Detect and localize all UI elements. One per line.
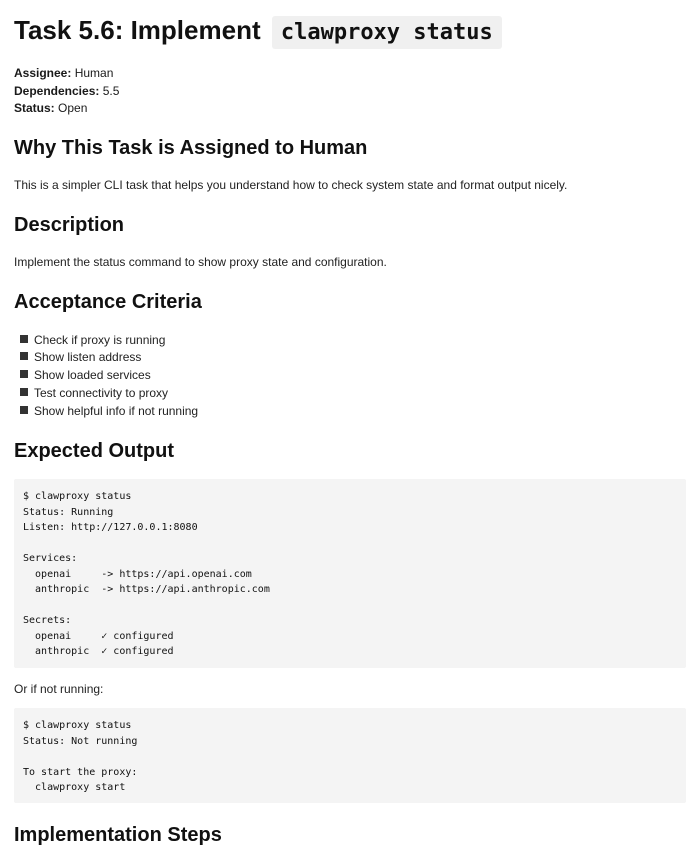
- criteria-text: Show listen address: [34, 350, 142, 364]
- page-title: [14, 12, 502, 51]
- why-heading: Why This Task is Assigned to Human: [14, 137, 368, 159]
- why-body: This is a simpler CLI task that helps you understand how to check system state and format output nicely.: [14, 178, 568, 192]
- checkbox-icon: [20, 406, 28, 414]
- criteria-text: Show loaded services: [34, 368, 151, 382]
- not-running-intro: Or if not running:: [14, 682, 104, 696]
- code-block-running: $ clawproxy status Status: Running Listen: http://127.0.0.1:8080 Services: openai -> https://api.openai.com anthropic -> https://api.anthropic.com Secrets: openai ✓ configured anthropic ✓ configured: [14, 479, 686, 668]
- status-row: [14, 101, 87, 115]
- dependencies-value: 5.5: [102, 84, 120, 98]
- status-label: Status:: [14, 101, 55, 115]
- checkbox-icon: [20, 352, 28, 360]
- title-text: Task 5.6: Implement: [14, 15, 261, 45]
- title-code: clawproxy status: [272, 16, 502, 49]
- criteria-item: [20, 368, 151, 382]
- implementation-heading: Implementation Steps: [14, 824, 222, 846]
- criteria-item: [20, 404, 198, 418]
- checkbox-icon: [20, 335, 28, 343]
- dependencies-label: Dependencies:: [14, 84, 100, 98]
- acceptance-heading: Acceptance Criteria: [14, 291, 202, 313]
- criteria-item: [20, 350, 141, 364]
- criteria-item: [20, 333, 165, 347]
- dependencies-row: [14, 84, 119, 98]
- criteria-text: Check if proxy is running: [34, 333, 166, 347]
- assignee-row: [14, 66, 113, 80]
- criteria-text: Test connectivity to proxy: [34, 386, 169, 400]
- description-body: Implement the status command to show proxy state and configuration.: [14, 255, 387, 269]
- description-heading: Description: [14, 214, 125, 236]
- code-block-not-running: $ clawproxy status Status: Not running To start the proxy: clawproxy start: [14, 708, 686, 803]
- criteria-item: [20, 386, 168, 400]
- checkbox-icon: [20, 388, 28, 396]
- status-value: Open: [58, 101, 88, 115]
- expected-heading: Expected Output: [14, 440, 175, 462]
- criteria-text: Show helpful info if not running: [34, 404, 199, 418]
- checkbox-icon: [20, 370, 28, 378]
- assignee-label: Assignee:: [14, 66, 72, 80]
- assignee-value: Human: [74, 66, 114, 80]
